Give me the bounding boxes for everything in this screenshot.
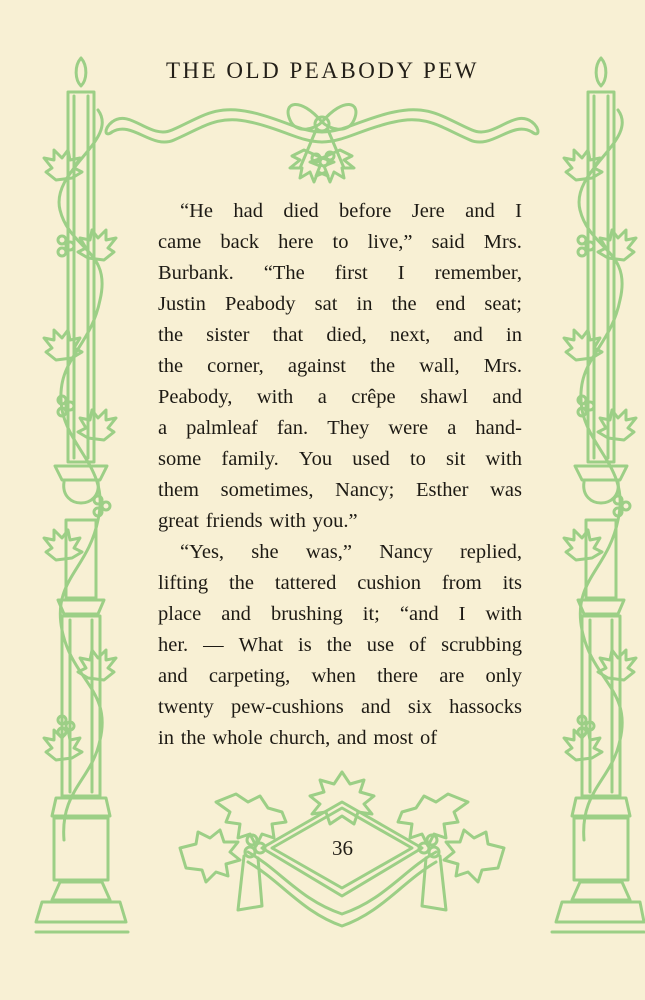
- text-line: place and brushing it; “and I with: [158, 603, 522, 625]
- text-line: and carpeting, when there are only: [158, 665, 522, 687]
- text-line: came back here to live,” said Mrs.: [158, 231, 522, 253]
- text-line: great friends with you.”: [158, 510, 358, 532]
- text-line: “Yes, she was,” Nancy replied,: [180, 541, 522, 563]
- text-line: the sister that died, next, and in: [158, 324, 522, 346]
- text-line: her. — What is the use of scrubbing: [158, 634, 522, 656]
- page-number: 36: [332, 836, 353, 860]
- text-line: a palmleaf fan. They were a hand-: [158, 417, 522, 439]
- text-line: in the whole church, and most of: [158, 727, 438, 749]
- running-head: THE OLD PEABODY PEW: [165, 58, 480, 83]
- body-text: [158, 196, 522, 754]
- left-candle-icon: [36, 58, 128, 932]
- text-line: the corner, against the wall, Mrs.: [158, 355, 522, 377]
- text-line: Peabody, with a crêpe shawl and: [158, 386, 522, 408]
- text-line: them sometimes, Nancy; Esther was: [158, 479, 522, 501]
- text-line: some family. You used to sit with: [158, 448, 522, 470]
- text-line: twenty pew-cushions and six hassocks: [158, 696, 522, 718]
- ribbon-bow-icon: [106, 104, 538, 182]
- text-line: lifting the tattered cushion from its: [158, 572, 522, 594]
- text-line: Burbank. “The first I remember,: [158, 262, 522, 284]
- text-line: “He had died before Jere and I: [180, 200, 522, 222]
- right-candle-icon: [552, 58, 644, 932]
- text-line: Justin Peabody sat in the end seat;: [158, 293, 522, 315]
